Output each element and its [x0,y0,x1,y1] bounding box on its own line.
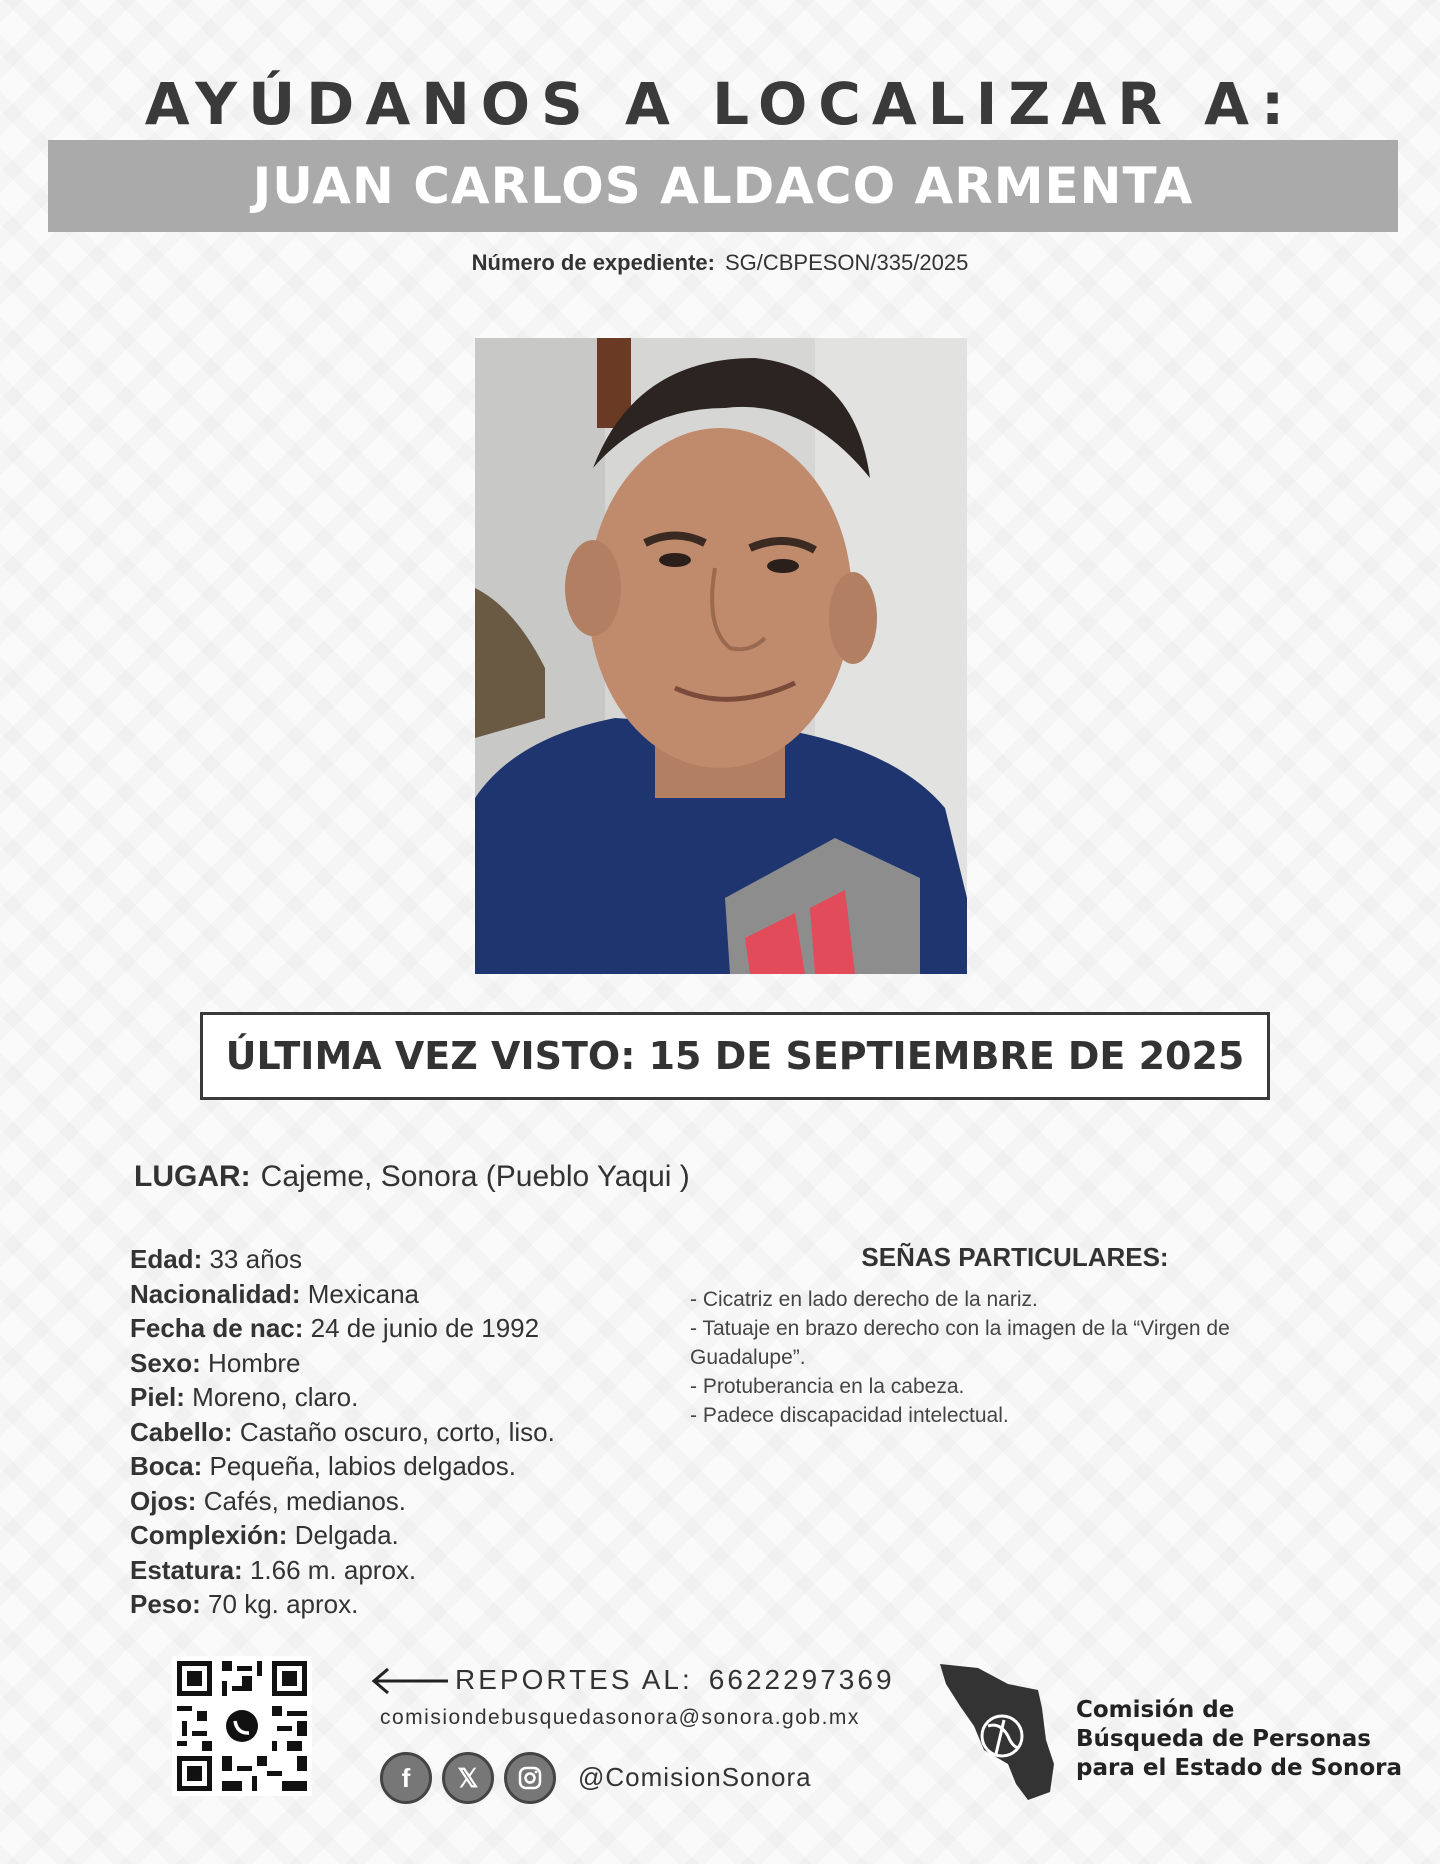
detail-value: Hombre [208,1347,301,1378]
instagram-icon[interactable] [504,1752,556,1804]
detail-label: Edad: [130,1244,203,1274]
detail-value: Delgada. [294,1520,399,1550]
location-value: Cajeme, Sonora (Pueblo Yaqui ) [260,1160,690,1193]
detail-row [130,1449,690,1484]
mark-item: - Padece discapacidad intelectual. [690,1404,1009,1427]
distinguishing-marks-title: SEÑAS PARTICULARES: [861,1242,1169,1272]
location-label: LUGAR: [134,1160,251,1193]
detail-label: Estatura: [130,1554,243,1585]
detail-value: 24 de junio de 1992 [310,1313,540,1343]
detail-value: 1.66 m. aprox. [249,1554,417,1585]
detail-row [130,1484,690,1519]
reports-line [455,1664,895,1696]
detail-row [130,1380,690,1415]
sonora-map-logo [938,1662,1058,1802]
social-handle[interactable]: @ComisionSonora [578,1762,812,1792]
distinguishing-marks [690,1242,1330,1430]
arrow-left-icon [370,1666,450,1696]
reports-label: REPORTES AL: [455,1664,693,1695]
detail-value: Pequeña, labios delgados. [209,1451,516,1481]
detail-label: Nacionalidad: [130,1278,301,1309]
detail-label: Sexo: [130,1347,201,1378]
headline: AYÚDANOS A LOCALIZAR A: [144,70,1296,138]
detail-label: Piel: [130,1382,185,1412]
mark-item: - Tatuaje en brazo derecho con la imagen de la “Virgen de Guadalupe”. [690,1317,1230,1369]
mark-item: - Cicatriz en lado derecho de la nariz. [690,1288,1038,1311]
agency-line: Comisión de [1076,1697,1235,1723]
detail-row [130,1311,690,1346]
person-photo [475,338,967,974]
detail-label: Complexión: [130,1520,288,1550]
detail-row [130,1518,690,1553]
detail-row [130,1242,690,1277]
physical-details [130,1242,690,1622]
x-icon[interactable]: 𝕏 [442,1752,494,1804]
contact-email[interactable]: comisiondebusquedasonora@sonora.gob.mx [380,1706,860,1729]
location [134,1160,690,1194]
detail-row [130,1553,690,1588]
agency-line: Búsqueda de Personas [1076,1726,1371,1752]
detail-value: 33 años [209,1244,302,1274]
detail-label: Boca: [130,1451,203,1481]
detail-label: Peso: [130,1589,201,1619]
mark-item: - Protuberancia en la cabeza. [690,1375,965,1398]
instagram-glyph [517,1765,543,1791]
case-number-value: SG/CBPESON/335/2025 [724,250,969,275]
detail-value: Castaño oscuro, corto, liso. [239,1416,555,1447]
detail-row [130,1277,690,1312]
detail-row [130,1415,690,1450]
case-number [0,250,1440,276]
person-photo-illustration [475,338,967,974]
agency-name [1076,1696,1402,1783]
case-number-label: Número de expediente: [471,250,715,275]
last-seen-box: ÚLTIMA VEZ VISTO: 15 DE SEPTIEMBRE DE 2025 [200,1012,1270,1100]
detail-value: Moreno, claro. [192,1382,359,1412]
qr-code[interactable] [172,1656,312,1796]
facebook-icon[interactable]: f [380,1752,432,1804]
detail-value: Cafés, medianos. [203,1485,407,1516]
detail-label: Cabello: [130,1416,233,1447]
detail-row [130,1587,690,1622]
reports-phone[interactable]: 6622297369 [708,1664,895,1695]
detail-row [130,1346,690,1381]
missing-person-name: JUAN CARLOS ALDACO ARMENTA [48,140,1398,232]
detail-label: Fecha de nac: [130,1313,304,1343]
detail-value: 70 kg. aprox. [208,1589,359,1619]
detail-value: Mexicana [307,1278,419,1309]
agency-line: para el Estado de Sonora [1076,1755,1403,1781]
detail-label: Ojos: [130,1485,197,1516]
